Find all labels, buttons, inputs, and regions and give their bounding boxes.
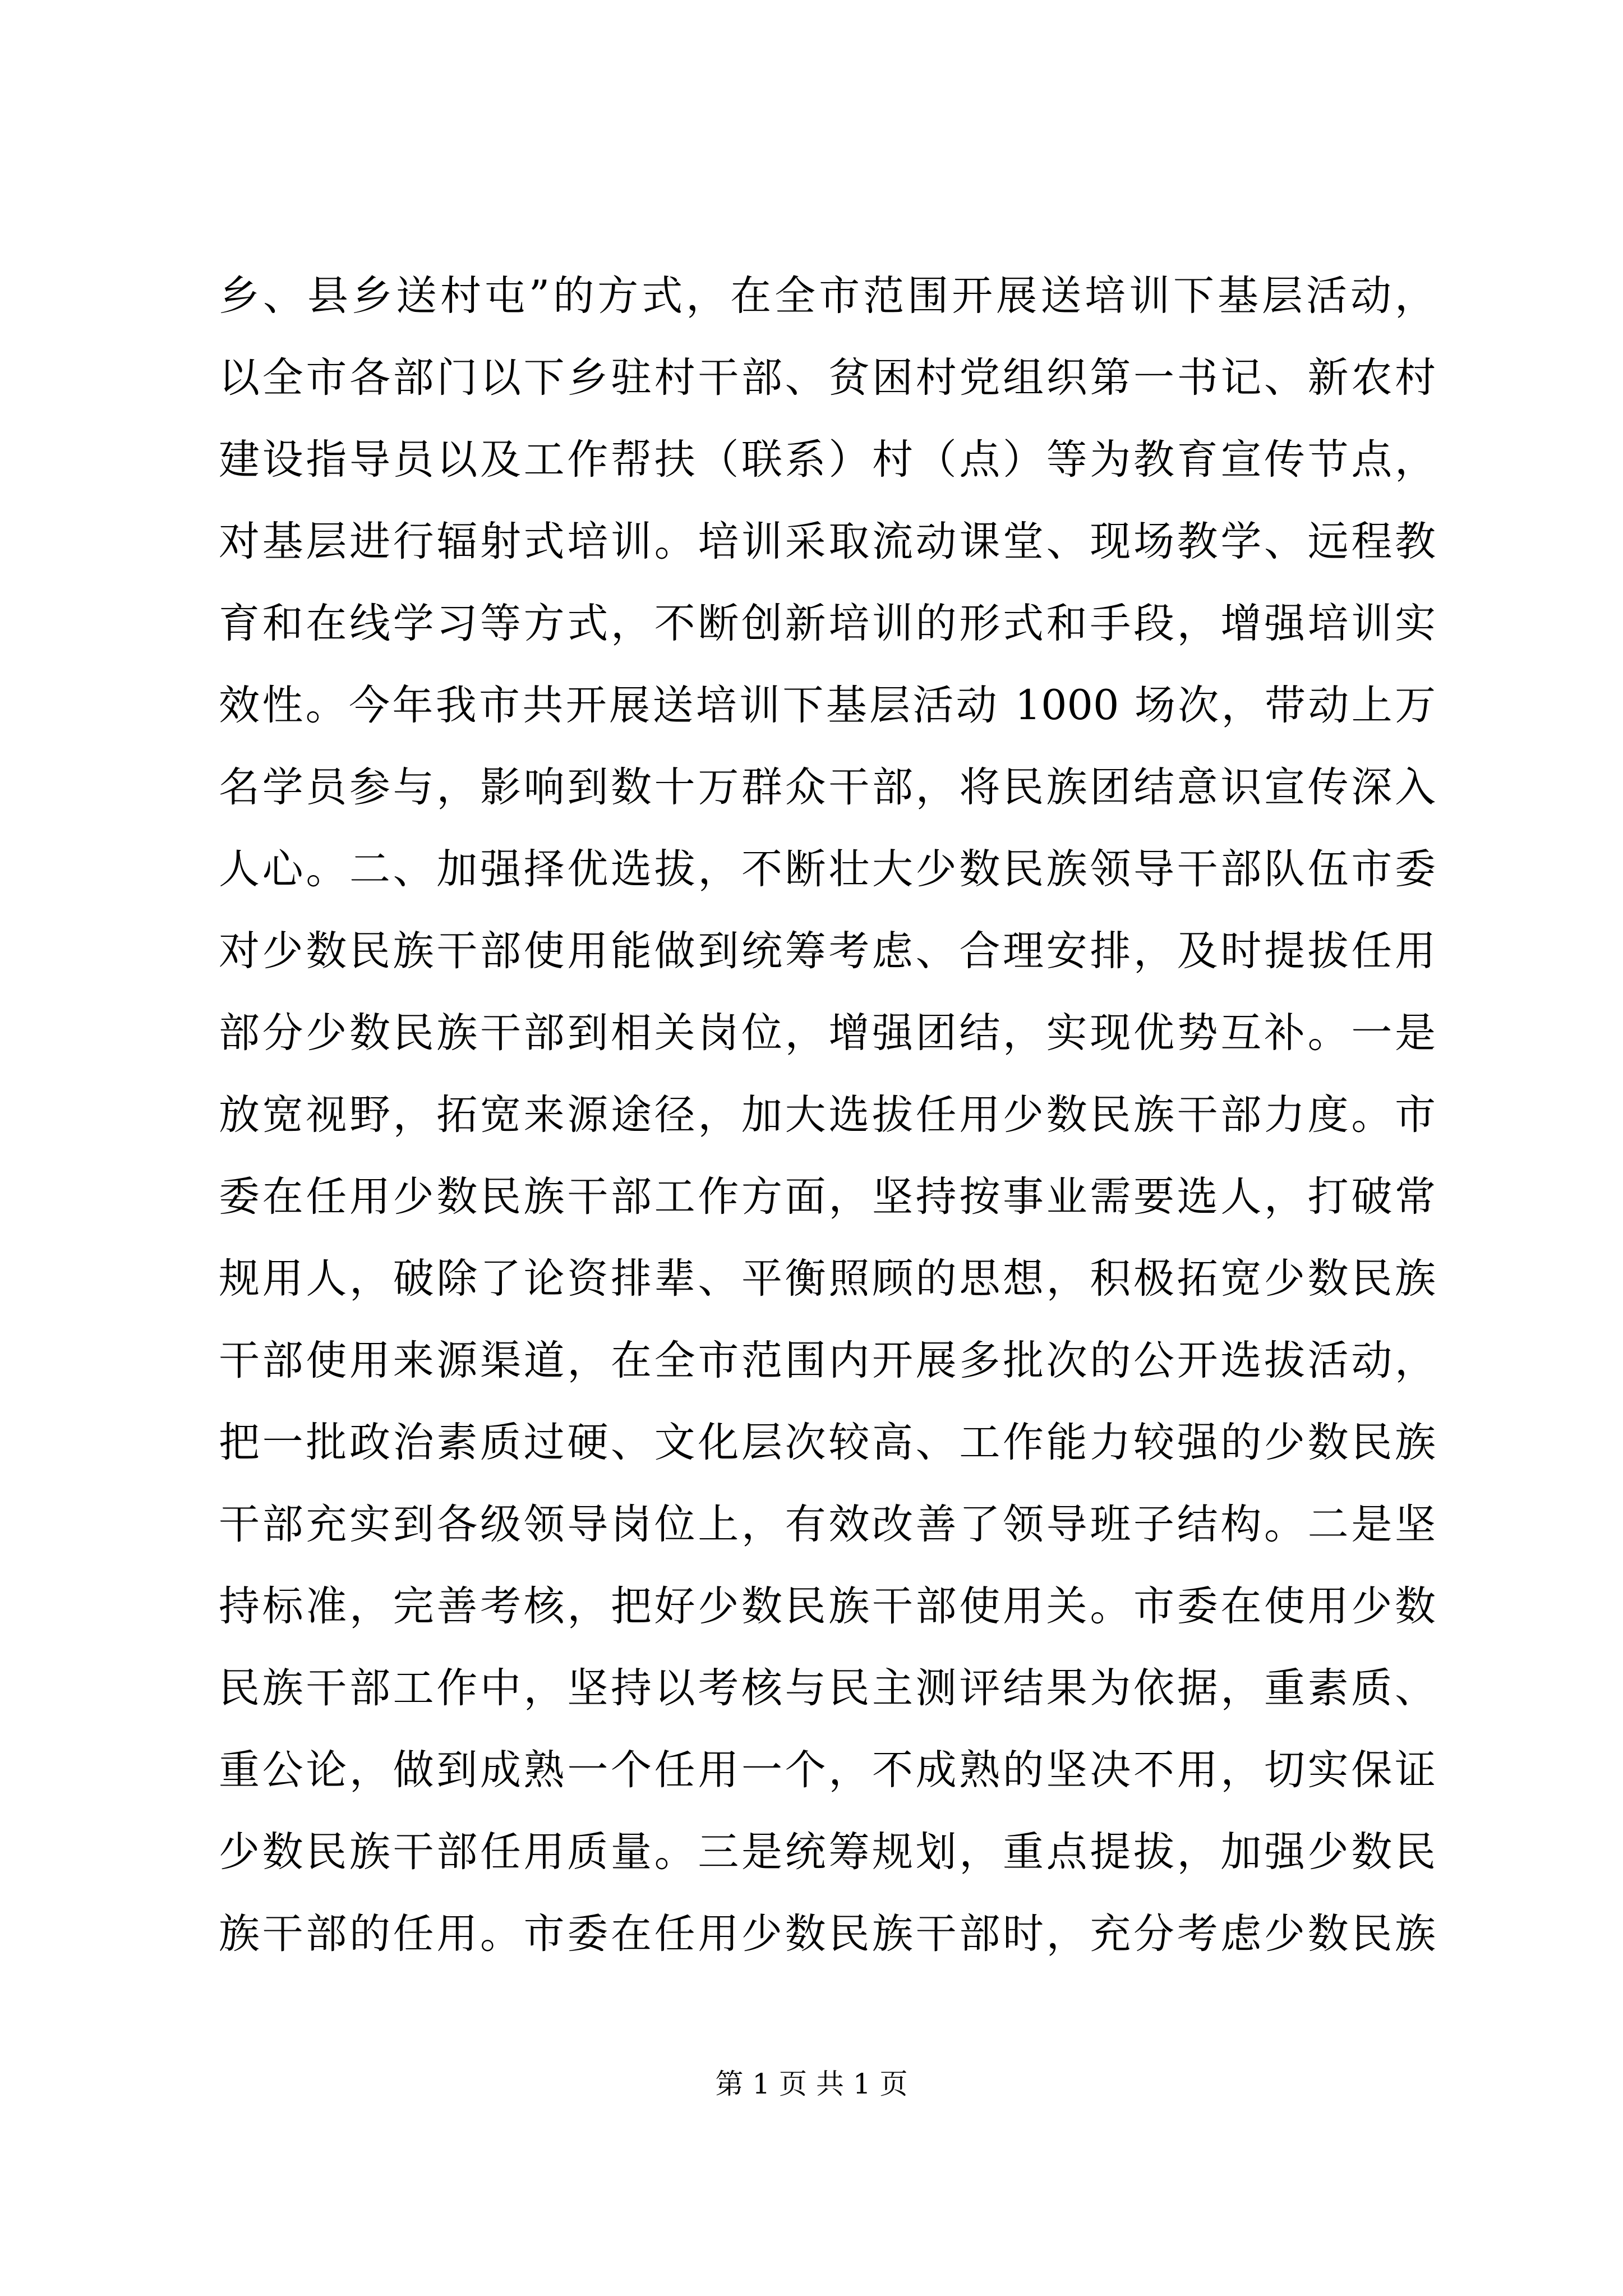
text-line: 名学员参与，影响到数十万群众干部，将民族团结意识宣传深入 <box>219 763 1436 811</box>
text-line: 干部使用来源渠道，在全市范围内开展多批次的公开选拔活动， <box>219 1337 1436 1384</box>
text-line: 建设指导员以及工作帮扶（联系）村（点）等为教育宣传节点， <box>219 436 1436 484</box>
text-line: 放宽视野，拓宽来源途径，加大选拔任用少数民族干部力度。市 <box>219 1091 1436 1139</box>
text-line: 效性。今年我市共开展送培训下基层活动 1000 场次，带动上万 <box>219 682 1436 729</box>
page-footer: 第 1 页 共 1 页 <box>715 2068 908 2100</box>
text-line: 持标准，完善考核，把好少数民族干部使用关。市委在使用少数 <box>219 1582 1436 1630</box>
text-line: 干部充实到各级领导岗位上，有效改善了领导班子结构。二是坚 <box>219 1501 1436 1548</box>
text-line: 把一批政治素质过硬、文化层次较高、工作能力较强的少数民族 <box>219 1419 1436 1466</box>
text-line: 少数民族干部任用质量。三是统筹规划，重点提拔，加强少数民 <box>219 1828 1436 1876</box>
text-line: 部分少数民族干部到相关岗位，增强团结，实现优势互补。一是 <box>219 1009 1436 1057</box>
text-line: 对少数民族干部使用能做到统筹考虑、合理安排，及时提拔任用 <box>219 927 1436 975</box>
text-line: 规用人，破除了论资排辈、平衡照顾的思想，积极拓宽少数民族 <box>219 1255 1436 1303</box>
body-text <box>219 255 1436 1975</box>
text-line: 委在任用少数民族干部工作方面，坚持按事业需要选人，打破常 <box>219 1173 1436 1221</box>
text-line: 以全市各部门以下乡驻村干部、贫困村党组织第一书记、新农村 <box>219 354 1436 402</box>
text-line: 乡、县乡送村屯”的方式，在全市范围开展送培训下基层活动， <box>219 272 1436 320</box>
text-line: 人心。二、加强择优选拔，不断壮大少数民族领导干部队伍市委 <box>219 845 1436 893</box>
text-line: 对基层进行辐射式培训。培训采取流动课堂、现场教学、远程教 <box>219 518 1436 565</box>
text-line: 育和在线学习等方式，不断创新培训的形式和手段，增强培训实 <box>219 600 1436 647</box>
text-line: 族干部的任用。市委在任用少数民族干部时，充分考虑少数民族 <box>219 1910 1436 1958</box>
text-line: 民族干部工作中，坚持以考核与民主测评结果为依据，重素质、 <box>219 1664 1436 1712</box>
text-line: 重公论，做到成熟一个任用一个，不成熟的坚决不用，切实保证 <box>219 1746 1436 1794</box>
